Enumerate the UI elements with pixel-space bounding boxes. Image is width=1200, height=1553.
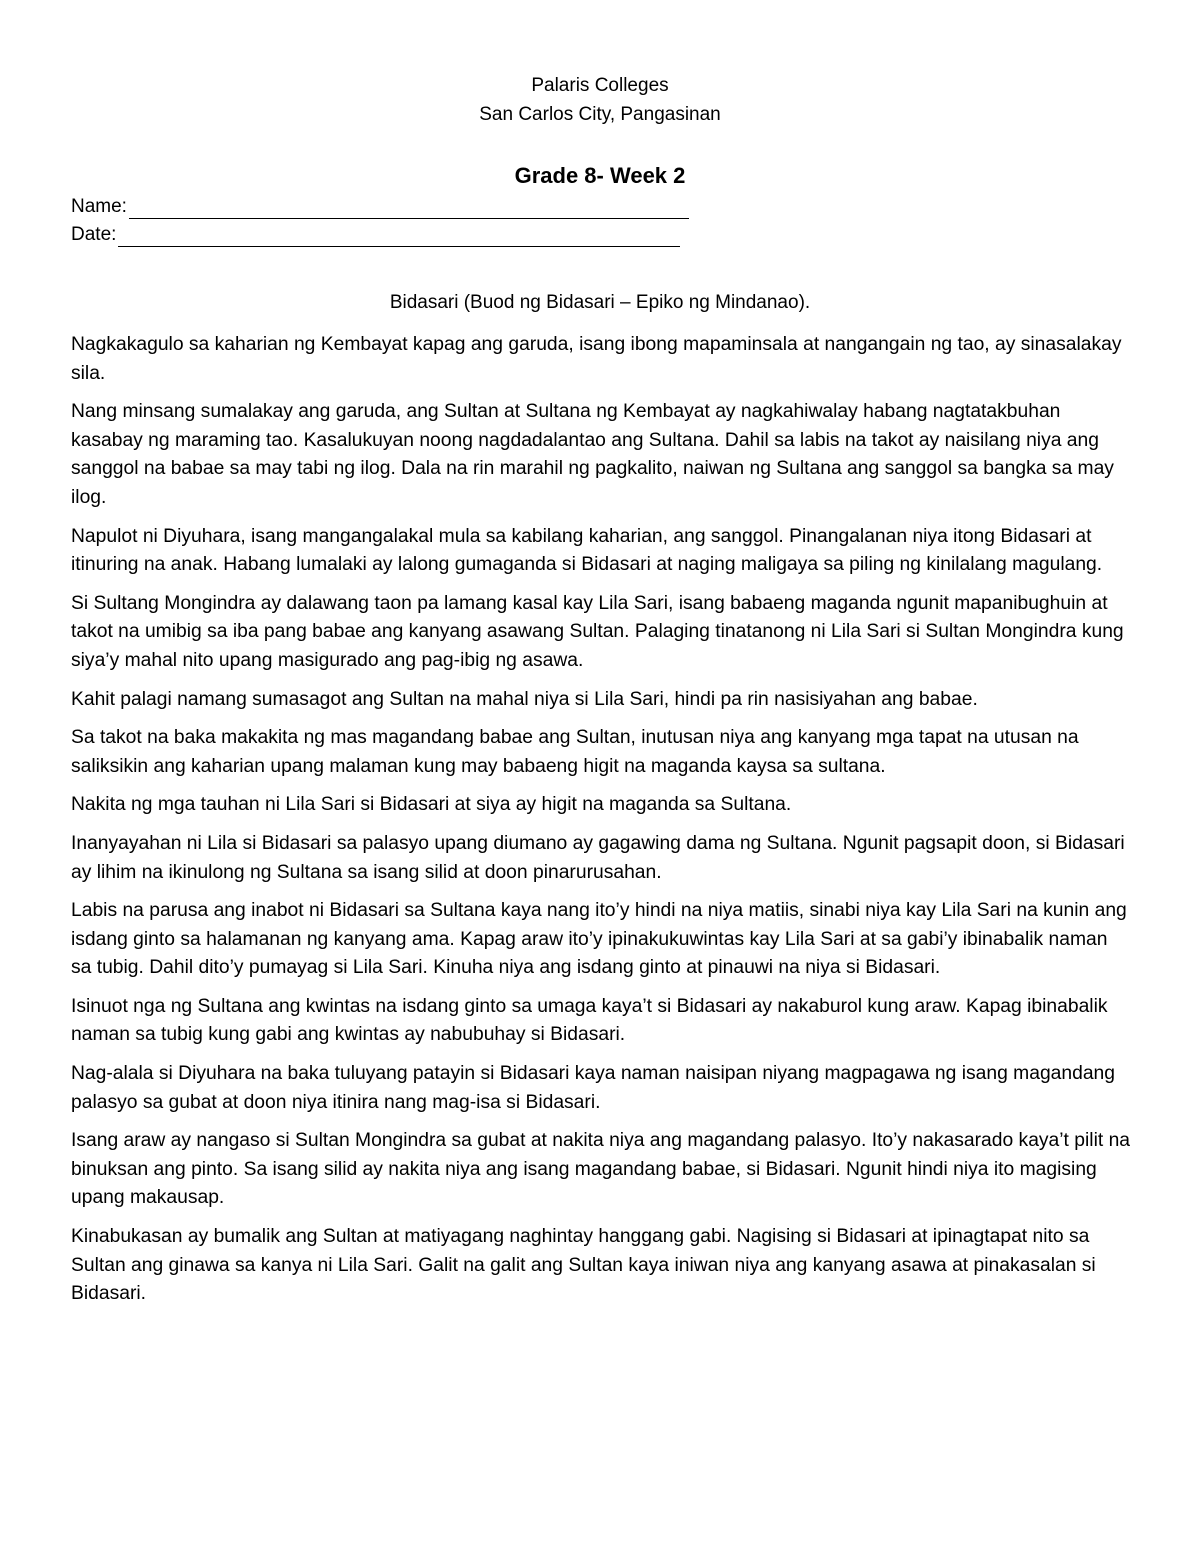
name-field-row xyxy=(71,195,689,219)
date-field-row xyxy=(71,223,680,247)
story-paragraph: Isang araw ay nangaso si Sultan Mongindra sa gubat at nakita niya ang magandang palasyo. Ito’y nakasarado kaya’t pilit na binuksan ang pinto. Sa isang silid ay nakita niya ang isang magandang babae, si Bidasari. Ngunit hindi niya ito magising upang makausap. xyxy=(71,1130,1131,1209)
story-title: Bidasari (Buod ng Bidasari – Epiko ng Mindanao). xyxy=(389,292,811,313)
story-paragraph: Nakita ng mga tauhan ni Lila Sari si Bidasari at siya ay higit na maganda sa Sultana. xyxy=(71,794,792,816)
story-paragraph: Kahit palagi namang sumasagot ang Sultan na mahal niya si Lila Sari, hindi pa rin nasisiyahan ang babae. xyxy=(71,688,978,710)
story-paragraph: Nagkakagulo sa kaharian ng Kembayat kapag ang garuda, isang ibong mapaminsala at nangangain ng tao, ay sinasalakay sila. xyxy=(71,334,1122,384)
date-blank-line xyxy=(118,228,680,247)
story-paragraph: Napulot ni Diyuhara, isang mangangalakal mula sa kabilang kaharian, ang sanggol. Pinangalanan niya itong Bidasari at itinuring na anak. Habang lumalaki ay lalong gumaganda si Bidasari at naging maligaya sa piling ng kinilalang magulang. xyxy=(71,525,1103,576)
story-paragraph: Inanyayahan ni Lila si Bidasari sa palasyo upang diumano ay gagawing dama ng Sultana. Ngunit pagsapit doon, si Bidasari ay lihim na ikinulong ng Sultana sa isang silid at doon pinarurusahan. xyxy=(71,832,1125,883)
story-paragraph: Isinuot nga ng Sultana ang kwintas na isdang ginto sa umaga kaya’t si Bidasari ay nakaburol kung araw. Kapag ibinabalik naman sa tubig kung gabi ang kwintas ay nabubuhay si Bidasari. xyxy=(71,995,1108,1046)
story-paragraph: Sa takot na baka makakita ng mas magandang babae ang Sultan, inutusan niya ang kanyang mga tapat na utusan na saliksikin ang kaharian upang malaman kung may babaeng higit na maganda kaysa sa sultana. xyxy=(71,727,1079,777)
story-body xyxy=(71,331,1131,1319)
story-paragraph: Labis na parusa ang inabot ni Bidasari sa Sultana kaya nang ito’y hindi na niya matiis, sinabi niya kay Lila Sari na kunin ang isdang ginto sa halamanan ng kanyang ama. Kapag araw ito’y ipinakukuwintas kay Lila Sari at sa gabi’y ibinabalik naman sa tubig. Dahil dito’y pumayag si Lila Sari. Kinuha niya ang isdang ginto at pinauwi na niya si Bidasari. xyxy=(71,900,1127,979)
school-location: San Carlos City, Pangasinan xyxy=(479,104,721,125)
date-label: Date: xyxy=(71,224,117,245)
school-name: Palaris Colleges xyxy=(531,75,669,96)
story-paragraph: Si Sultang Mongindra ay dalawang taon pa lamang kasal kay Lila Sari, isang babaeng maganda ngunit mapanibughuin at takot na umibig sa iba pang babae ang kanyang asawang Sultan. Palaging tinatanong ni Lila Sari si Sultan Mongindra kung siya’y mahal nito upang masigurado ang pag-ibig ng asawa. xyxy=(71,592,1124,671)
story-paragraph: Nang minsang sumalakay ang garuda, ang Sultan at Sultana ng Kembayat ay nagkahiwalay habang nagtatakbuhan kasabay ng maraming tao. Kasalukuyan noong nagdadalantao ang Sultana. Dahil sa labis na takot ay naisilang niya ang sanggol na babae sa may tabi ng ilog. Dala na rin marahil ng pagkalito, naiwan ng Sultana ang sanggol sa bangka sa may ilog. xyxy=(71,401,1114,508)
name-label: Name: xyxy=(71,196,127,217)
grade-heading: Grade 8- Week 2 xyxy=(514,163,686,188)
story-paragraph: Kinabukasan ay bumalik ang Sultan at matiyagang naghintay hanggang gabi. Nagising si Bidasari at ipinagtapat nito sa Sultan ang ginawa sa kanya ni Lila Sari. Galit na galit ang Sultan kaya iniwan niya ang kanyang asawa at pinakasalan si Bidasari. xyxy=(71,1226,1096,1305)
name-blank-line xyxy=(129,200,689,219)
story-paragraph: Nag-alala si Diyuhara na baka tuluyang patayin si Bidasari kaya naman naisipan niyang magpagawa ng isang magandang palasyo sa gubat at doon niya itinira nang mag-isa si Bidasari. xyxy=(71,1063,1116,1113)
